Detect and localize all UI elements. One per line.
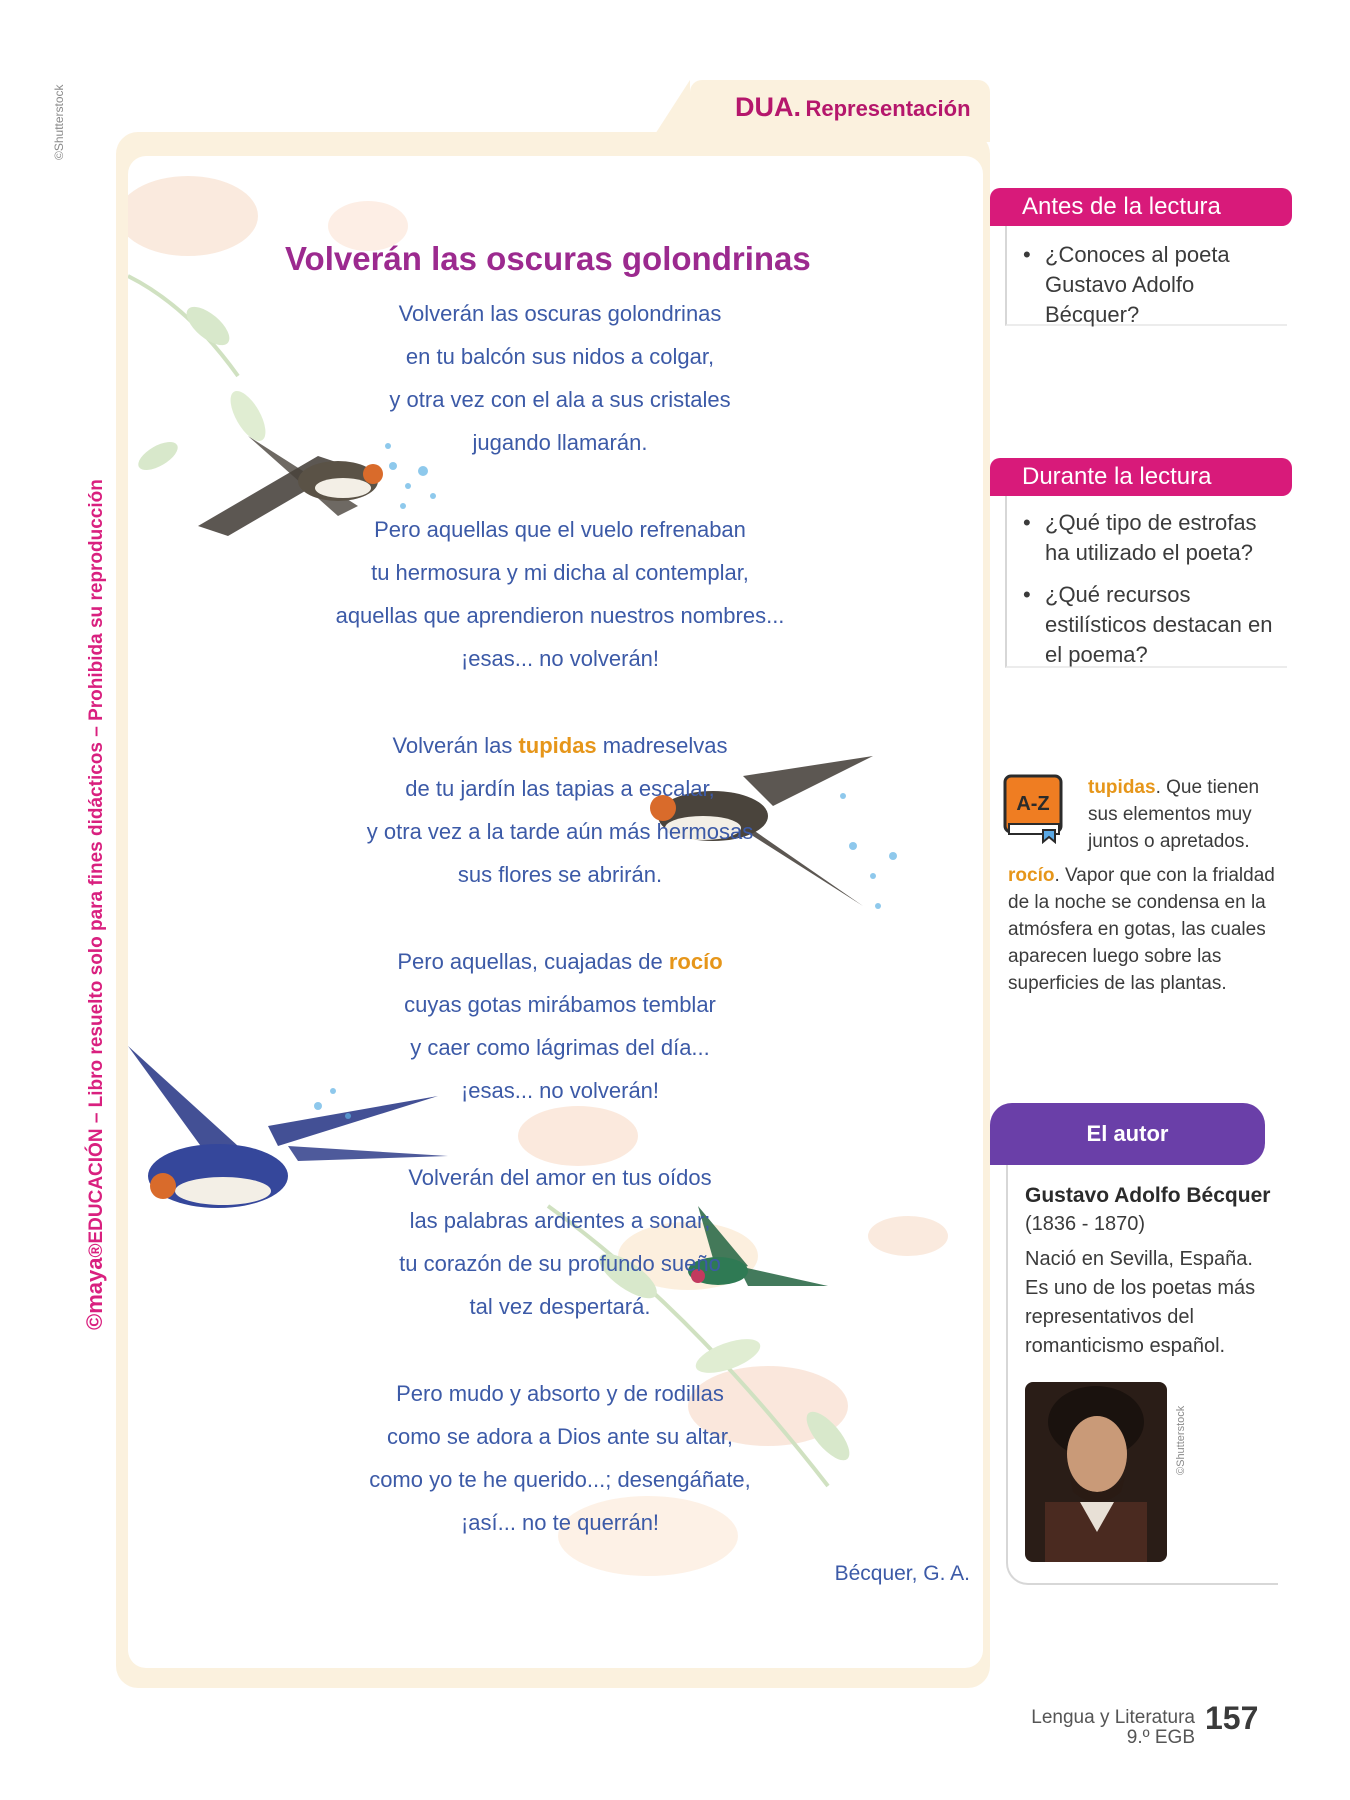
glossary-term-tupidas: tupidas <box>518 733 597 758</box>
verse: tu corazón de su profundo sueño <box>399 1251 721 1276</box>
verse: tu hermosura y mi dicha al contemplar, <box>371 560 749 585</box>
verse: como yo te he querido...; desengáñate, <box>369 1467 751 1492</box>
glossary-term-rocio: rocío <box>668 949 723 974</box>
portrait-credit: ©Shutterstock <box>1175 1405 1187 1475</box>
verse: Pero aquellas que el vuelo refrenaban <box>374 517 746 542</box>
verse-text: Volverán las <box>392 733 519 758</box>
glossary-entry-tupidas <box>1088 774 1278 855</box>
verse: Volverán del amor en tus oídos <box>408 1165 712 1190</box>
verse: cuyas gotas mirábamos temblar <box>404 992 716 1017</box>
stanza-3 <box>300 724 820 896</box>
verse: Volverán las oscuras golondrinas <box>398 301 722 326</box>
stanza-1 <box>300 292 820 464</box>
verse: las palabras ardientes a sonar; <box>409 1208 711 1233</box>
author-portrait <box>1025 1382 1167 1562</box>
verse: ¡esas... no volverán! <box>460 646 660 671</box>
verse-text: madreselvas <box>596 733 728 758</box>
verse: y caer como lágrimas del día... <box>410 1035 710 1060</box>
verse: Pero mudo y absorto y de rodillas <box>396 1381 724 1406</box>
before-reading-questions <box>1007 226 1287 330</box>
verse <box>300 940 820 983</box>
verse: sus flores se abrirán. <box>457 862 663 887</box>
question-item: • ¿Qué recursos estilísticos destacan en el poema? <box>1045 580 1287 670</box>
dua-representation: Representación <box>805 96 971 121</box>
glossary-entry-rocio <box>1008 862 1288 997</box>
az-icon-label: A-Z <box>1016 793 1050 815</box>
before-reading-header: Antes de la lectura <box>990 188 1292 226</box>
poem-author: Bécquer, G. A. <box>834 1562 970 1585</box>
copyright-notice <box>82 479 108 1330</box>
during-reading-questions <box>1007 496 1287 670</box>
author-header: El autor <box>990 1103 1265 1165</box>
stanza-5 <box>300 1156 820 1328</box>
footer-grade: 9.º EGB <box>1126 1727 1195 1748</box>
verse: de tu jardín las tapias a escalar, <box>405 776 715 801</box>
legal-text: ®EDUCACIÓN – Libro resuelto solo para fines didácticos – Prohibida su reproducción <box>86 479 107 1258</box>
before-reading-box <box>1005 226 1287 326</box>
verse: tal vez despertará. <box>469 1294 651 1319</box>
dua-bold: DUA. <box>735 92 801 122</box>
poem-title: Volverán las oscuras golondrinas <box>285 240 811 277</box>
glossary-term: rocío <box>1008 865 1055 886</box>
verse: en tu balcón sus nidos a colgar, <box>405 344 715 369</box>
stanza-2 <box>300 508 820 680</box>
verse: y otra vez con el ala a sus cristales <box>389 387 731 412</box>
question-item: • ¿Qué tipo de estrofas ha utilizado el poeta? <box>1045 508 1287 568</box>
author-years: (1836 - 1870) <box>1025 1213 1146 1235</box>
verse: como se adora a Dios ante su altar, <box>386 1424 734 1449</box>
verse: y otra vez a la tarde aún más hermosas <box>366 819 754 844</box>
dua-label <box>735 92 971 123</box>
verse-text: Pero aquellas, cuajadas de <box>397 949 669 974</box>
verse: jugando llamarán. <box>472 430 648 455</box>
portrait-image <box>1025 1382 1167 1562</box>
page-number: 157 <box>1205 1700 1259 1736</box>
during-reading-box <box>1005 496 1287 668</box>
footer-subject: Lengua y Literatura <box>1031 1707 1195 1728</box>
verse: ¡así... no te querrán! <box>460 1510 660 1535</box>
verse: aquellas que aprendieron nuestros nombres... <box>335 603 785 628</box>
stanza-6 <box>300 1372 820 1544</box>
glossary-definition: . Que tienen sus elementos muy juntos o apretados. <box>1088 777 1260 852</box>
verse <box>300 724 820 767</box>
photo-credit-vertical: ©Shutterstock <box>52 84 66 160</box>
glossary-definition: . Vapor que con la frialdad de la noche se condensa en la atmósfera en gotas, las cuales aparecen luego sobre las superficies de las plantas. <box>1008 865 1275 994</box>
maya-brand-logo: ©maya <box>82 1257 107 1330</box>
during-reading-header: Durante la lectura <box>990 458 1292 496</box>
author-name: Gustavo Adolfo Bécquer <box>1025 1184 1271 1207</box>
verse: ¡esas... no volverán! <box>460 1078 660 1103</box>
glossary-term: tupidas <box>1088 777 1156 798</box>
question-item: • ¿Conoces al poeta Gustavo Adolfo Bécquer? <box>1045 240 1287 330</box>
stanza-4 <box>300 940 820 1112</box>
dictionary-book-icon <box>1003 774 1067 844</box>
author-bio: Nació en Sevilla, España. Es uno de los poetas más representativos del romanticismo español. <box>1025 1248 1256 1357</box>
